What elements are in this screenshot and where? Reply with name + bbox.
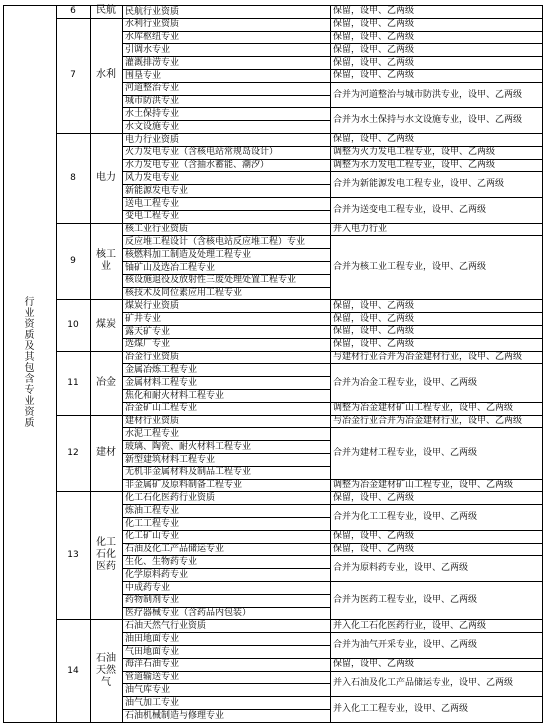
qualification-item: 气田地面专业 <box>125 647 180 657</box>
adjustment-note: 保留，设甲、乙两级 <box>333 134 415 144</box>
adjustment-note: 合并为新能源发电工程专业，设甲、乙两级 <box>333 179 505 189</box>
adjustment-note: 合并为建材工程专业，设甲、乙两级 <box>333 448 478 458</box>
qualification-item: 核技术及同位素应用工程专业 <box>125 288 243 298</box>
group-number: 12 <box>67 448 79 458</box>
qualification-item: 油气库专业 <box>125 685 171 695</box>
qualification-item: 煤炭行业资质 <box>125 301 180 311</box>
qualification-item: 油气加工专业 <box>125 698 180 708</box>
row-border <box>3 5 57 6</box>
group-number: 14 <box>67 666 79 676</box>
adjustment-note: 合并为冶金工程专业，设甲、乙两级 <box>333 378 478 388</box>
row-border <box>330 581 543 582</box>
qualification-item: 化工工程专业 <box>125 519 180 529</box>
group-number: 7 <box>70 70 76 80</box>
row-border <box>330 696 543 697</box>
qualification-item: 露天矿专业 <box>125 327 171 337</box>
qualification-item: 焦化和耐火材料工程专业 <box>125 391 225 401</box>
qualification-item: 化学原料药专业 <box>125 570 189 580</box>
adjustment-note: 保留，设甲、乙两级 <box>333 32 415 42</box>
adjustment-note: 保留，设甲、乙两级 <box>333 314 415 324</box>
qualification-item: 水力发电专业（含抽水蓄能、潮汐） <box>125 160 270 170</box>
qualification-item: 水库枢纽专业 <box>125 32 180 42</box>
industry-name: 水利 <box>96 69 116 80</box>
adjustment-note: 合并为化工工程专业，设甲、乙两级 <box>333 512 478 522</box>
group-number: 10 <box>67 320 79 330</box>
qualification-item: 冶金行业资质 <box>125 352 180 362</box>
adjustment-note: 保留，设甲、乙两级 <box>333 45 415 55</box>
qualification-item: 反应堆工程设计（含核电站反应堆工程）专业 <box>125 237 306 247</box>
qualification-item: 冶金矿山工程专业 <box>125 403 198 413</box>
qualification-item: 建材行业资质 <box>125 416 180 426</box>
column-border <box>56 5 57 723</box>
column-border <box>330 5 331 723</box>
row-border <box>330 235 543 236</box>
column-border <box>90 5 91 723</box>
qualification-item: 金属材料工程专业 <box>125 378 198 388</box>
adjustment-note: 调整为水力发电工程专业，设甲、乙两级 <box>333 160 496 170</box>
row-border <box>330 504 543 505</box>
adjustment-note: 与建材行业合并为冶金建材行业，设甲、乙两级 <box>333 352 523 362</box>
qualification-item: 海洋石油专业 <box>125 659 180 669</box>
row-border <box>330 555 543 556</box>
row-border <box>330 671 543 672</box>
adjustment-note: 调整为火力发电工程专业，设甲、乙两级 <box>333 147 496 157</box>
adjustment-note: 调整为冶金建材矿山工程专业，设甲、乙两级 <box>333 480 514 490</box>
qualification-item: 灌溉排涝专业 <box>125 58 180 68</box>
qualification-item: 核设施退役及放射性三废处理处置工程专业 <box>125 275 297 285</box>
qualification-item: 非金属矿及原料制备工程专业 <box>125 480 243 490</box>
industry-name: 石油 天然 气 <box>96 653 116 688</box>
adjustment-note: 并入电力行业 <box>333 224 388 234</box>
industry-name: 煤炭 <box>96 319 116 330</box>
qualification-item: 油田地面专业 <box>125 634 180 644</box>
row-border <box>330 107 543 108</box>
adjustment-note: 调整为冶金建材矿山工程专业，设甲、乙两级 <box>333 403 514 413</box>
category-label: 行 业 资 质 及 其 包 含 专 业 资 质 <box>24 297 35 429</box>
qualification-item: 风力发电专业 <box>125 173 180 183</box>
qualification-item: 选煤厂专业 <box>125 339 171 349</box>
group-number: 6 <box>70 6 76 16</box>
row-border <box>330 82 543 83</box>
adjustment-note: 保留，设甲、乙两级 <box>333 659 415 669</box>
row-border <box>330 197 543 198</box>
qualification-item: 医疗器械专业（含药品内包装） <box>125 608 252 618</box>
adjustment-note: 合并为医药工程专业，设甲、乙两级 <box>333 595 478 605</box>
qualification-item: 电力行业资质 <box>125 135 180 145</box>
qualification-item: 民航行业资质 <box>125 7 180 17</box>
group-number: 8 <box>70 173 76 183</box>
qualification-item: 变电工程专业 <box>125 211 180 221</box>
industry-name: 民航 <box>96 5 116 16</box>
adjustment-note: 与冶金行业合并为冶金建材行业，设甲、乙两级 <box>333 416 523 426</box>
qualification-item: 河道整治专业 <box>125 83 180 93</box>
qualification-item: 无机非金属材料及制品工程专业 <box>125 467 252 477</box>
adjustment-note: 保留，设甲、乙两级 <box>333 326 415 336</box>
adjustment-note: 合并为油气开采专业，设甲、乙两级 <box>333 640 478 650</box>
qualification-item: 新型建筑材料工程专业 <box>125 455 216 465</box>
qualification-item: 核燃料加工制造及处理工程专业 <box>125 250 252 260</box>
column-border <box>542 5 543 723</box>
adjustment-note: 合并为送变电工程专业，设甲、乙两级 <box>333 205 487 215</box>
qualification-item: 引调水专业 <box>125 45 171 55</box>
group-number: 13 <box>67 550 79 560</box>
qualification-item: 管道输送专业 <box>125 672 180 682</box>
qualification-item: 水土保持专业 <box>125 109 180 119</box>
qualification-item: 矿井专业 <box>125 314 162 324</box>
row-border <box>330 427 543 428</box>
adjustment-note: 合并为原料药专业，设甲、乙两级 <box>333 563 469 573</box>
adjustment-note: 并入化工石化医药行业，设甲、乙两级 <box>333 621 487 631</box>
adjustment-note: 合并为河道整治与城市防洪专业，设甲、乙两级 <box>333 90 523 100</box>
qualification-item: 水泥工程专业 <box>125 429 180 439</box>
adjustment-note: 保留，设甲、乙两级 <box>333 493 415 503</box>
adjustment-note: 合并为水土保持与水文设施专业，设甲、乙两级 <box>333 115 523 125</box>
industry-name: 冶金 <box>96 377 116 388</box>
qualification-item: 石油天然气行业资质 <box>125 621 207 631</box>
industry-name: 建材 <box>96 447 116 458</box>
row-border <box>330 632 543 633</box>
group-number: 9 <box>70 256 76 266</box>
adjustment-note: 并入化工工程专业，设甲、乙两级 <box>333 704 469 714</box>
row-border <box>330 171 543 172</box>
qualification-item: 新能源发电专业 <box>125 186 189 196</box>
qualification-item: 送电工程专业 <box>125 199 180 209</box>
qualification-item: 铀矿山及选冶工程专业 <box>125 263 216 273</box>
adjustment-note: 保留，设甲、乙两级 <box>333 70 415 80</box>
group-number: 11 <box>67 378 79 388</box>
industry-name: 电力 <box>96 172 116 183</box>
qualification-item: 城市防洪专业 <box>125 96 180 106</box>
adjustment-note: 保留，设甲、乙两级 <box>333 531 415 541</box>
qualification-item: 金属冶炼工程专业 <box>125 365 198 375</box>
qualification-item: 炼油工程专业 <box>125 506 180 516</box>
adjustment-note: 合并为核工业工程专业，设甲、乙两级 <box>333 262 487 272</box>
qualification-item: 生化、生物药专业 <box>125 557 198 567</box>
adjustment-note: 保留，设甲、乙两级 <box>333 339 415 349</box>
qualification-item: 中成药专业 <box>125 583 171 593</box>
adjustment-note: 保留，设甲、乙两级 <box>333 544 415 554</box>
industry-name: 化工 石化 医药 <box>96 537 116 572</box>
adjustment-note: 保留，设甲、乙两级 <box>333 6 415 16</box>
qualification-item: 围垦专业 <box>125 71 162 81</box>
industry-name: 核工 业 <box>96 249 116 272</box>
adjustment-note: 保留，设甲、乙两级 <box>333 58 415 68</box>
qualification-item: 石油机械制造与修理专业 <box>125 711 225 721</box>
qualification-item: 水文设施专业 <box>125 122 180 132</box>
qualification-item: 玻璃、陶瓷、耐火材料工程专业 <box>125 442 252 452</box>
row-border <box>330 363 543 364</box>
adjustment-note: 保留，设甲、乙两级 <box>333 19 415 29</box>
adjustment-note: 保留，设甲、乙两级 <box>333 301 415 311</box>
qualification-item: 化工矿山专业 <box>125 531 180 541</box>
adjustment-note: 并入石油及化工产品储运专业，设甲、乙两级 <box>333 678 514 688</box>
qualification-item: 石油及化工产品储运专业 <box>125 544 225 554</box>
column-border <box>3 5 4 723</box>
qualification-item: 水利行业资质 <box>125 19 180 29</box>
qualification-item: 火力发电专业（含核电站常规岛设计） <box>125 147 279 157</box>
qualification-item: 化工石化医药行业资质 <box>125 493 216 503</box>
column-border <box>122 5 123 723</box>
qualification-item: 药物制剂专业 <box>125 595 180 605</box>
qualification-item: 核工业行业资质 <box>125 224 189 234</box>
